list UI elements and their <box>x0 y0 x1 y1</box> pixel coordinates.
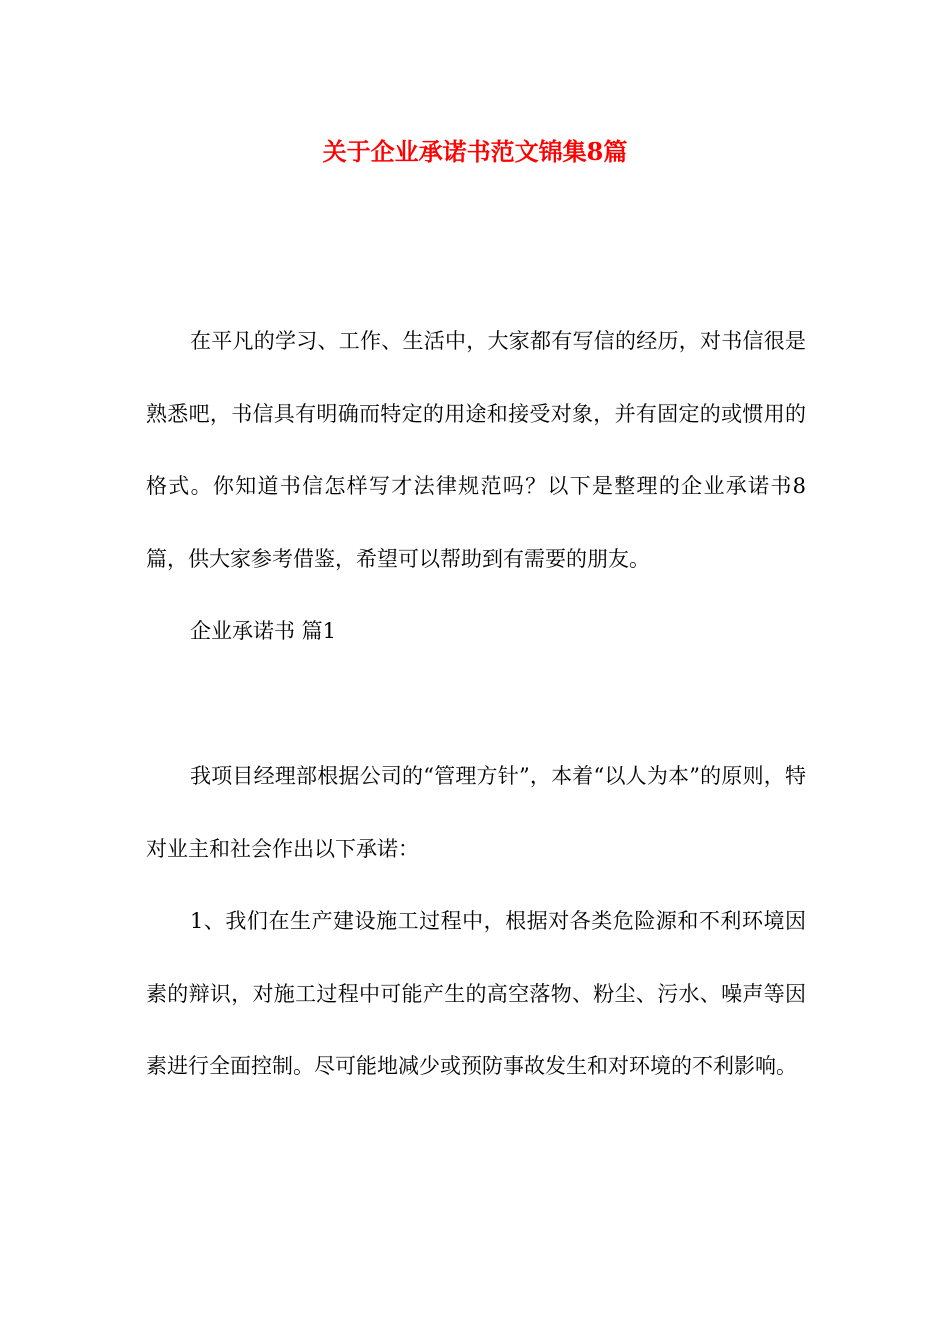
document-title: 关于企业承诺书范文锦集8篇 <box>322 137 628 166</box>
item-1-paragraph: 1、我们在生产建设施工过程中，根据对各类危险源和不利环境因素的辩识，对施工过程中可能产生的高空落物、粉尘、污水、噪声等因素进行全面控制。尽可能地减少或预防事故发生和对环境的不利影响。 <box>146 909 806 1078</box>
principle-paragraph: 我项目经理部根据公司的“管理方针”，本着“以人为本”的原则，特对业主和社会作出以下承诺： <box>146 764 806 861</box>
intro-paragraph: 在平凡的学习、工作、生活中，大家都有写信的经历，对书信很是熟悉吧，书信具有明确而特定的用途和接受对象，并有固定的或惯用的格式。你知道书信怎样写才法律规范吗？以下是整理的企业承诺书8篇，供大家参考借鉴，希望可以帮助到有需要的朋友。 <box>146 329 806 571</box>
section-heading: 企业承诺书 篇1 <box>190 619 337 643</box>
